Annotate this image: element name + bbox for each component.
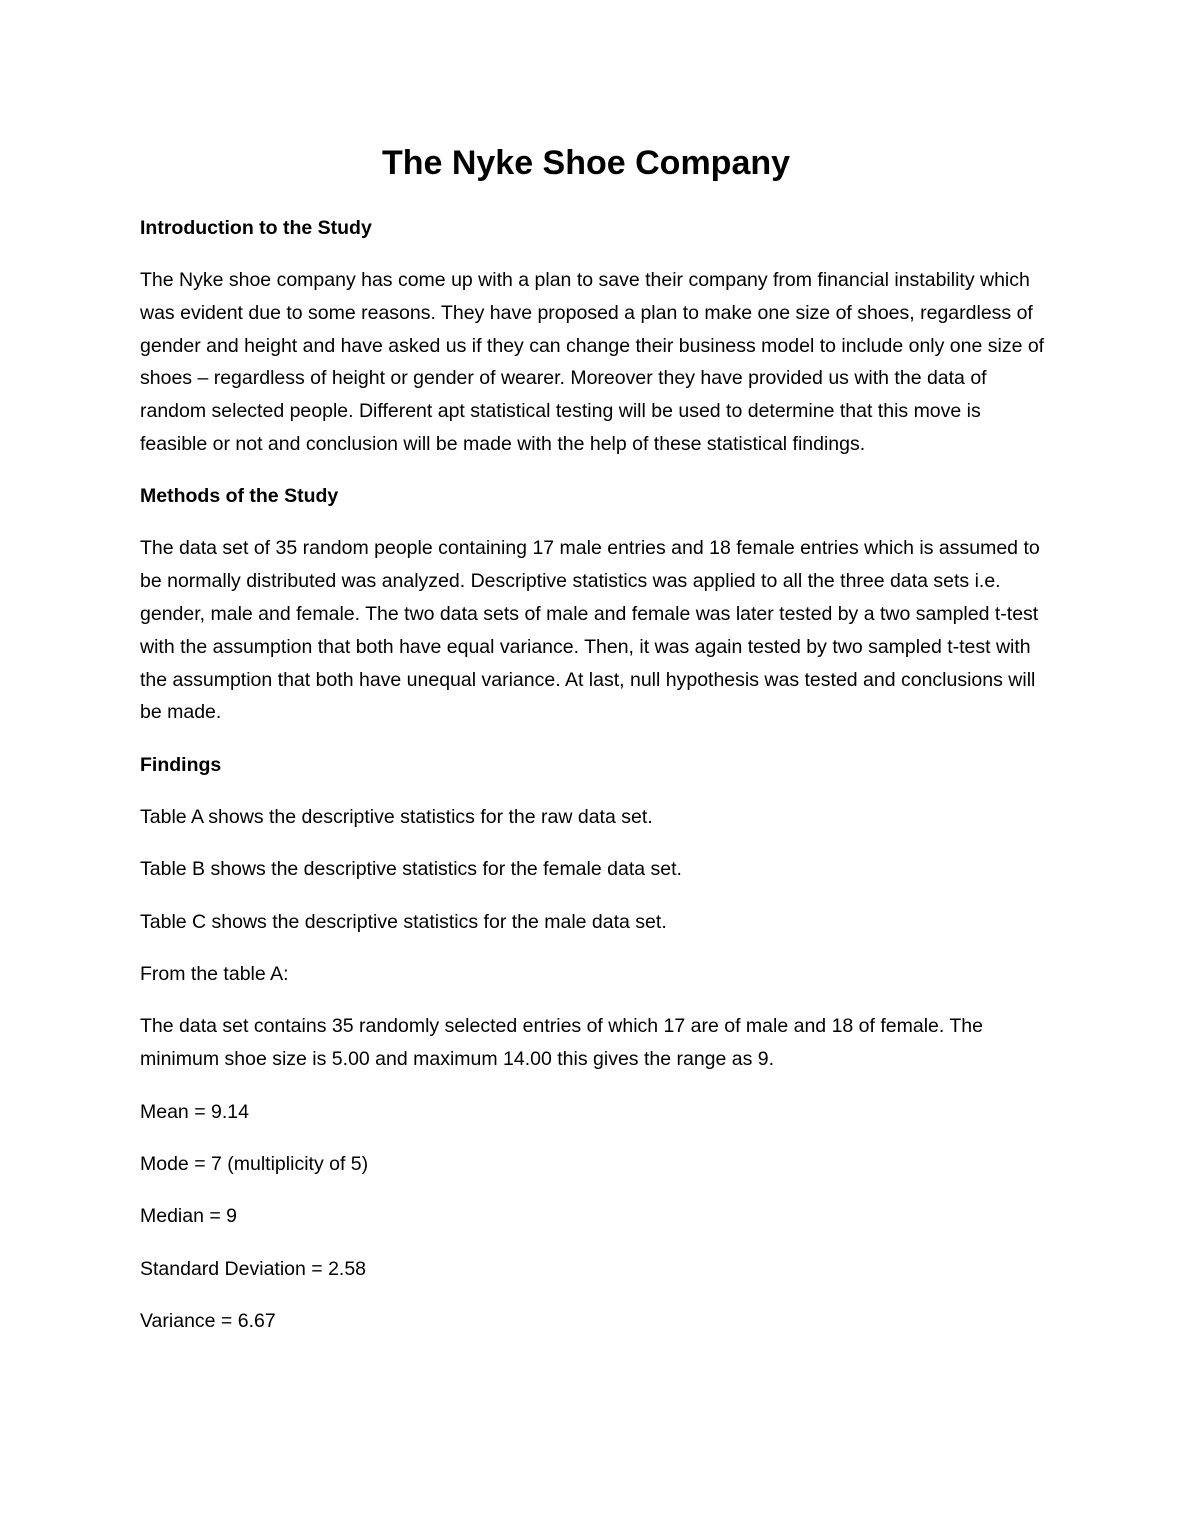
methods-heading: Methods of the Study bbox=[140, 485, 339, 508]
methods-paragraph: The data set of 35 random people containing 17 male entries and 18 female entries which is assumed to be normally distributed was analyzed. Descriptive statistics was applied to all the three data sets i.e. gender, male and female. The two data sets of male and female was later tested by a two sampled t-test with the assumption that both have equal variance. Then, it was again tested by two sampled t-test with the assumption that both have unequal variance. At last, null hypothesis was tested and conclusions will be made. bbox=[140, 537, 1040, 724]
mode-value: Mode = 7 (multiplicity of 5) bbox=[140, 1152, 369, 1175]
introduction-paragraph: The Nyke shoe company has come up with a plan to save their company from financial instability which was evident due to some reasons. They have proposed a plan to make one size of shoes, regardless of gender and height and have asked us if they can change their business model to include only one size of shoes – regardless of height or gender of wearer. Moreover they have provided us with the data of random selected people. Different apt statistical testing will be used to determine that this move is feasible or not and conclusion will be made with the help of these statistical findings. bbox=[140, 269, 1045, 455]
median-value: Median = 9 bbox=[140, 1205, 238, 1228]
standard-deviation-value: Standard Deviation = 2.58 bbox=[140, 1257, 367, 1280]
from-table-a-label: From the table A: bbox=[140, 962, 289, 985]
variance-value: Variance = 6.67 bbox=[140, 1310, 276, 1333]
introduction-heading: Introduction to the Study bbox=[140, 217, 372, 239]
table-b-description: Table B shows the descriptive statistics for the female data set. bbox=[140, 858, 682, 881]
table-c-description: Table C shows the descriptive statistics for the male data set. bbox=[140, 910, 667, 933]
document-title: The Nyke Shoe Company bbox=[381, 144, 791, 182]
document-body bbox=[140, 212, 1050, 1357]
table-a-description: Table A shows the descriptive statistics for the raw data set. bbox=[140, 805, 653, 828]
data-summary-paragraph: The data set contains 35 randomly selected entries of which 17 are of male and 18 of female. The minimum shoe size is 5.00 and maximum 14.00 this gives the range as 9. bbox=[140, 1015, 983, 1071]
findings-heading: Findings bbox=[140, 753, 222, 776]
mean-value: Mean = 9.14 bbox=[140, 1100, 249, 1123]
